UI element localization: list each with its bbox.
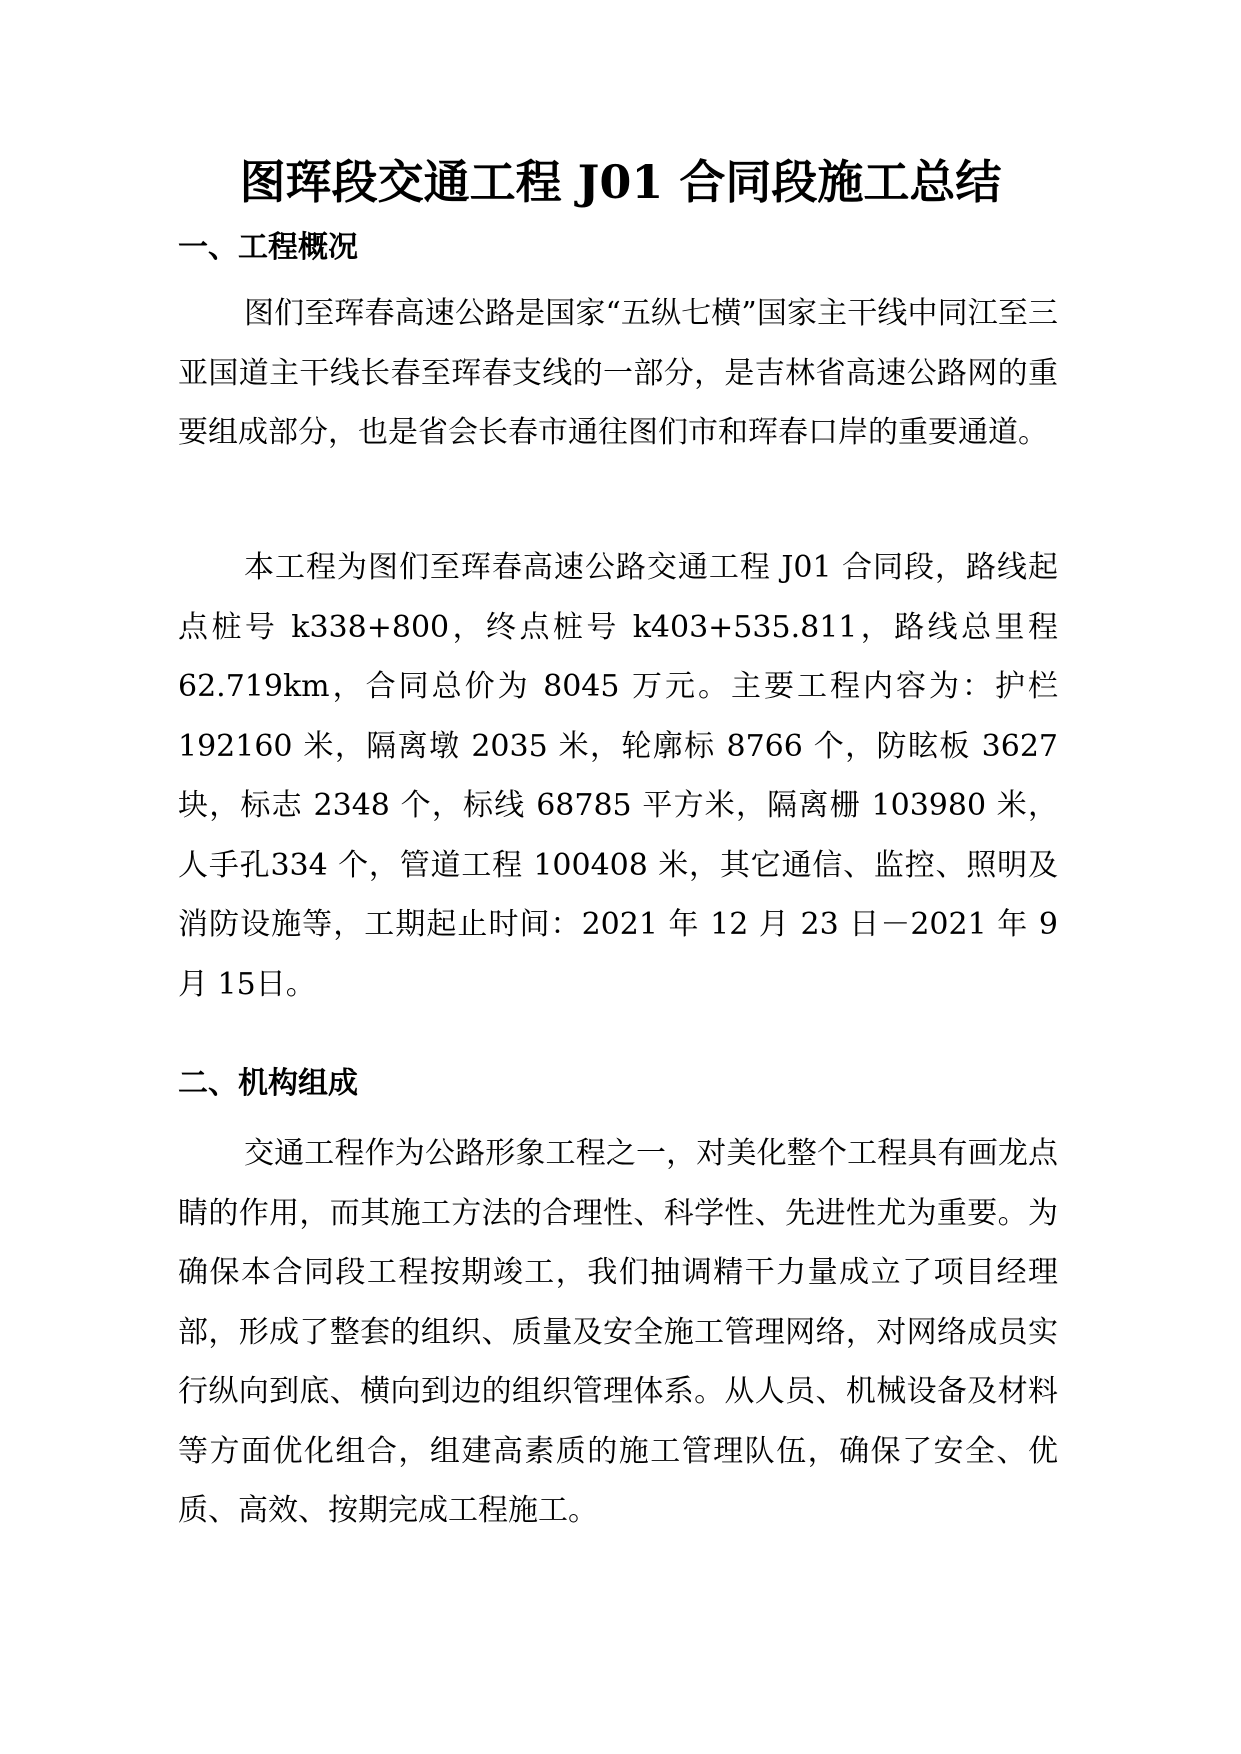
paragraph-overview-scope: 本工程为图们至珲春高速公路交通工程 J01 合同段，路线起点桩号 k338+800，终点桩号 k403+535.811，路线总里程62.719km，合同总价为 8045 万元。主要工程内容为：护栏192160 米，隔离墩 2035 米，轮廓标 8766 个，防眩板 3627 块，标志 2348 个，标线 68785 平方米，隔离栅 103980 米，人手孔334 个，管道工程 100408 米，其它通信、监控、照明及消防设施等，工期起止时间：2021 年 12 月 23 日－2021 年 9 月 15日。 — [178, 550, 1058, 1002]
section-heading-overview: 一、工程概况 — [178, 230, 358, 265]
document-title: 图珲段交通工程 J01 合同段施工总结 — [239, 155, 1002, 209]
paragraph-overview-intro: 图们至珲春高速公路是国家“五纵七横”国家主干线中同江至三亚国道主干线长春至珲春支线的一部分，是吉林省高速公路网的重要组成部分，也是省会长春市通往图们市和珲春口岸的重要通道。 — [178, 296, 1058, 450]
section-heading-organization: 二、机构组成 — [178, 1066, 358, 1101]
paragraph-organization: 交通工程作为公路形象工程之一，对美化整个工程具有画龙点睛的作用，而其施工方法的合理性、科学性、先进性尤为重要。为确保本合同段工程按期竣工，我们抽调精干力量成立了项目经理部，形成了整套的组织、质量及安全施工管理网络，对网络成员实行纵向到底、横向到边的组织管理体系。从人员、机械设备及材料等方面优化组合，组建高素质的施工管理队伍，确保了安全、优质、高效、按期完成工程施工。 — [178, 1136, 1058, 1528]
